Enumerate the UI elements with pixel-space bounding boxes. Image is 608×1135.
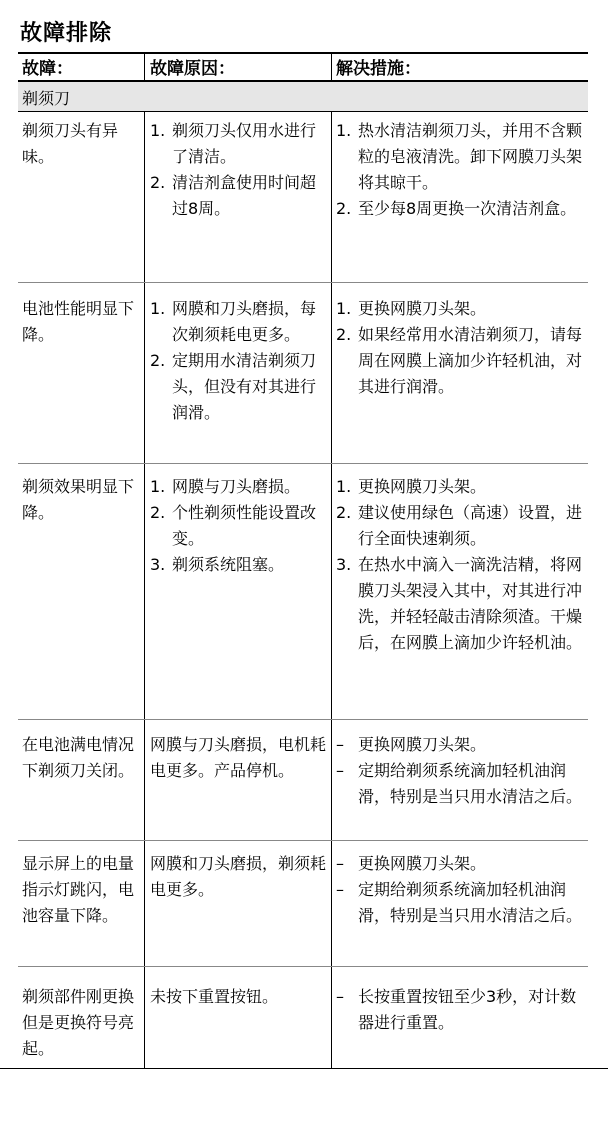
page-title: 故障排除 xyxy=(20,21,113,46)
problem-cell: 剃须部件刚更换但是更换符号亮起。 xyxy=(22,987,135,1058)
solution-cell xyxy=(336,732,586,810)
problem-cell: 电池性能明显下降。 xyxy=(22,299,135,344)
cause-cell xyxy=(150,296,330,426)
header-solution: 解决措施： xyxy=(336,59,421,79)
row-separator xyxy=(18,840,588,841)
list-item: 1. 网膜与刀头磨损。 xyxy=(150,477,301,496)
list-item: 3. 剃须系统阻塞。 xyxy=(150,555,285,574)
list-item: 2. 清洁剂盒使用时间超过8周。 xyxy=(150,173,317,218)
list-item: – 定期给剃须系统滴加轻机油润滑，特别是当只用水清洁之后。 xyxy=(336,880,583,925)
solution-cell xyxy=(336,296,586,400)
cause-cell xyxy=(150,474,330,578)
list-item: 1. 更换网膜刀头架。 xyxy=(336,299,487,318)
row-separator xyxy=(18,463,588,464)
list-item: – 更换网膜刀头架。 xyxy=(336,854,487,873)
list-item: 2. 如果经常用水清洁剃须刀，请每周在网膜上滴加少许轻机油，对其进行润滑。 xyxy=(336,325,583,396)
list-item: 1. 网膜和刀头磨损，每次剃须耗电更多。 xyxy=(150,299,317,344)
solution-cell xyxy=(336,851,586,929)
cause-cell: 网膜和刀头磨损，剃须耗电更多。 xyxy=(150,854,327,899)
table-top-rule xyxy=(18,52,588,54)
list-item: 1. 剃须刀头仅用水进行了清洁。 xyxy=(150,121,317,166)
list-item: – 长按重置按钮至少3秒，对计数器进行重置。 xyxy=(336,987,577,1032)
list-item: 2. 至少每8周更换一次清洁剂盒。 xyxy=(336,199,577,218)
problem-cell: 剃须效果明显下降。 xyxy=(22,477,135,522)
row-separator xyxy=(18,719,588,720)
cause-cell: 未按下重置按钮。 xyxy=(150,987,279,1006)
header-problem: 故障： xyxy=(22,59,73,79)
category-row xyxy=(18,82,588,112)
problem-cell: 剃须刀头有异味。 xyxy=(22,121,119,166)
col-divider xyxy=(144,52,145,82)
cause-cell xyxy=(150,118,330,222)
row-separator xyxy=(18,966,588,967)
col-divider xyxy=(331,112,332,1068)
list-item: 2. 建议使用绿色（高速）设置，进行全面快速剃须。 xyxy=(336,503,583,548)
row-separator xyxy=(18,282,588,283)
solution-cell xyxy=(336,474,586,656)
category-label: 剃须刀 xyxy=(22,89,71,108)
problem-cell: 在电池满电情况下剃须刀关闭。 xyxy=(22,735,135,780)
cause-cell: 网膜与刀头磨损，电机耗电更多。产品停机。 xyxy=(150,735,327,780)
list-item: – 更换网膜刀头架。 xyxy=(336,735,487,754)
col-divider xyxy=(144,112,145,1068)
col-divider xyxy=(331,52,332,82)
solution-cell xyxy=(336,984,586,1036)
header-cause: 故障原因： xyxy=(150,59,235,79)
list-item: 1. 更换网膜刀头架。 xyxy=(336,477,487,496)
problem-cell: 显示屏上的电量指示灯跳闪，电池容量下降。 xyxy=(22,854,135,925)
list-item: 3. 在热水中滴入一滴洗洁精，将网膜刀头架浸入其中，对其进行冲洗，并轻轻敲击清除须渣。干燥后，在网膜上滴加少许轻机油。 xyxy=(336,555,583,652)
solution-cell xyxy=(336,118,586,222)
list-item: – 定期给剃须系统滴加轻机油润滑，特别是当只用水清洁之后。 xyxy=(336,761,583,806)
list-item: 2. 个性剃须性能设置改变。 xyxy=(150,503,317,548)
list-item: 1. 热水清洁剃须刀头，并用不含颗粒的皂液清洗。卸下网膜刀头架将其晾干。 xyxy=(336,121,583,192)
list-item: 2. 定期用水清洁剃须刀头，但没有对其进行润滑。 xyxy=(150,351,317,422)
bottom-rule xyxy=(0,1068,608,1069)
